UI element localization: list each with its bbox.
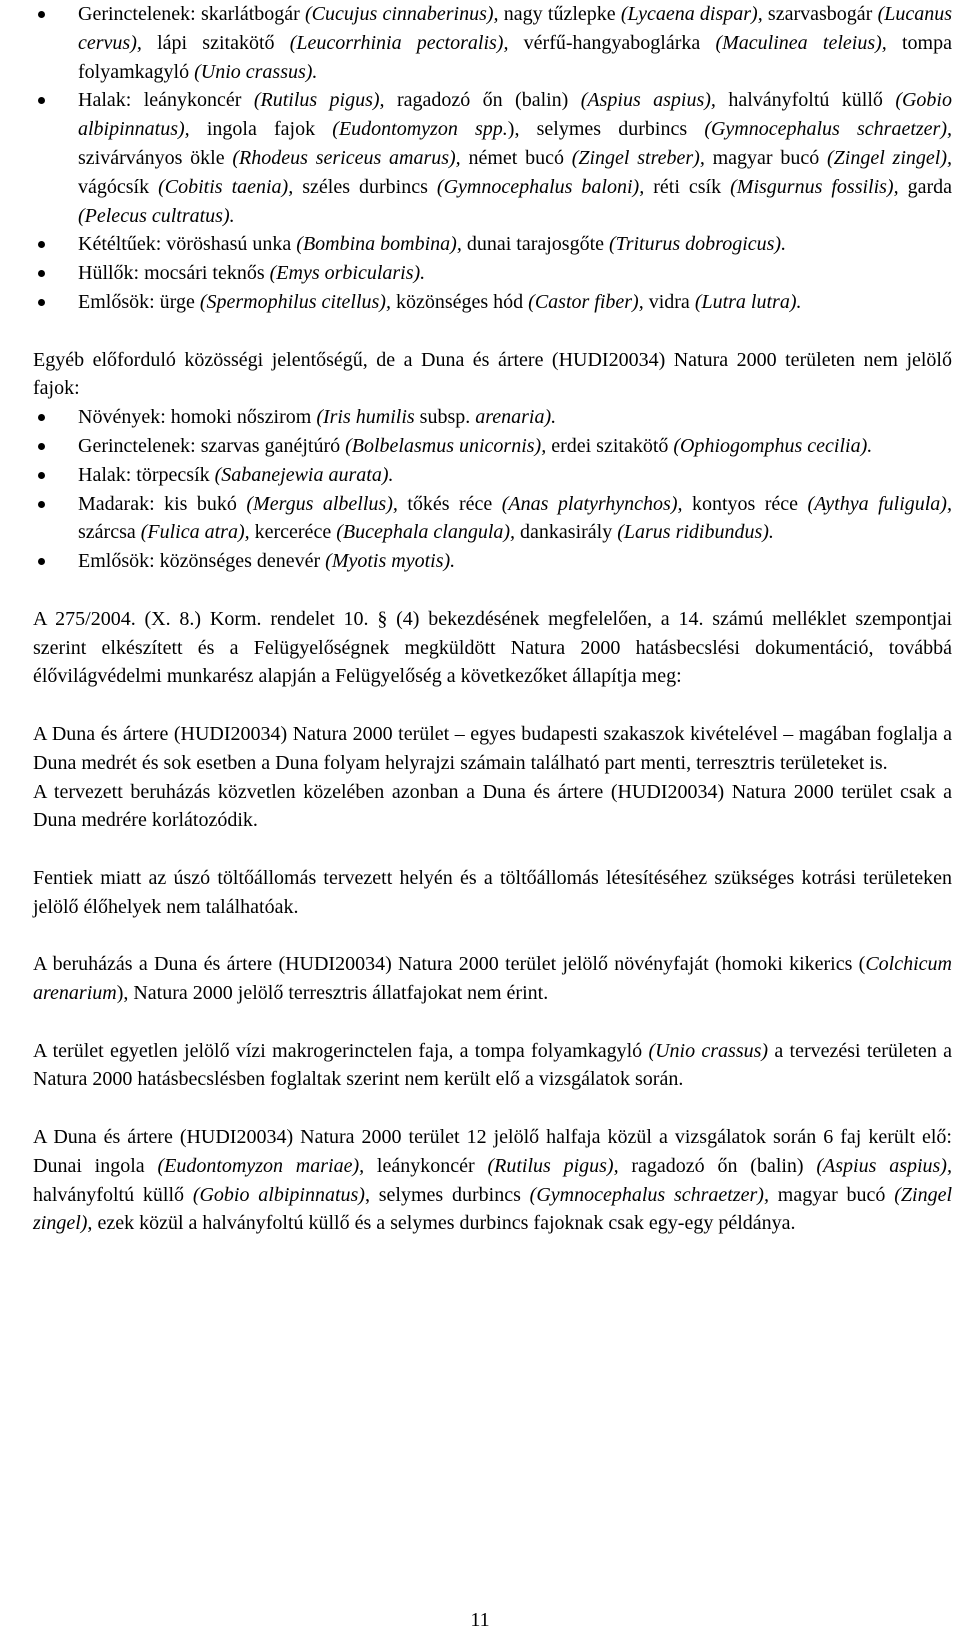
- list-item: [33, 461, 952, 490]
- species-name: (Unio crassus): [648, 1039, 769, 1062]
- text-run: A terület egyetlen jelölő vízi makrogerinctelen faja, a tompa folyamkagyló: [33, 1039, 649, 1062]
- species-name: (Gymnocephalus baloni),: [436, 175, 645, 198]
- text-run: erdei szitakötő: [546, 434, 674, 457]
- species-name: (Eudontomyzon mariae),: [157, 1154, 365, 1177]
- designated-species-list: [33, 0, 952, 317]
- text-run: szárcsa: [78, 521, 141, 544]
- spacer: [33, 1094, 952, 1123]
- list-item: [33, 288, 952, 317]
- text-run: Gerinctelenek: skarlátbogár: [78, 3, 306, 25]
- species-name: (Cucujus cinnaberinus),: [305, 3, 499, 25]
- paragraph-invertebrate: [33, 1037, 952, 1095]
- text-run: Növények: homoki nőszirom: [78, 406, 317, 429]
- species-name: (Anas platyrhynchos),: [501, 492, 683, 515]
- species-name: (Eudontomyzon spp.: [332, 118, 508, 141]
- species-name: (Pelecus cultratus).: [78, 204, 235, 227]
- spacer: [33, 317, 952, 346]
- list-item: [33, 490, 952, 548]
- paragraph-other-species-intro: Egyéb előforduló közösségi jelentőségű, de a Duna és ártere (HUDI20034) Natura 2000 területen nem jelölő fajok:: [33, 348, 952, 400]
- text-run: lápi szitakötő: [141, 31, 290, 54]
- paragraph-area-limit: A tervezett beruházás közvetlen közelében azonban a Duna és ártere (HUDI20034) Natura 2000 terület csak a Duna medrére korlátozódik.: [33, 780, 952, 832]
- species-name: (Emys orbicularis).: [269, 262, 426, 285]
- text-run: Madarak: kis bukó: [78, 492, 247, 515]
- text-run: ), Natura 2000 jelölő terresztris állatfajokat nem érint.: [116, 982, 549, 1005]
- species-name: (Zingel zingel),: [33, 1183, 953, 1235]
- other-species-list: [33, 403, 952, 576]
- text-run: Hüllők: mocsári teknős: [78, 262, 270, 285]
- text-run: A Duna és ártere (HUDI20034) Natura 2000 terület 12 jelölő halfaja közül a vizsgálatok során 6 faj került elő: Dunai ingola: [33, 1126, 952, 1177]
- species-name: (Gymnocephalus schraetzer),: [529, 1183, 769, 1206]
- paragraph-regulation: A 275/2004. (X. 8.) Korm. rendelet 10. § (4) bekezdésének megfelelően, a 14. számú melléklet szempontjai szerint elkészített és a Felügyelőségnek megküldött Natura 2000 hatásbecslési dokumentáció, továbbá élővilágvédelmi munkarész alapján a Felügyelőség a következőket állapítja meg:: [33, 607, 952, 688]
- species-name: (Lycaena dispar),: [620, 3, 763, 25]
- species-name: (Aspius aspius),: [580, 89, 716, 112]
- paragraph-fish-survey: [33, 1123, 952, 1238]
- species-name: (Iris humilis: [316, 406, 415, 429]
- spacer: [33, 576, 952, 605]
- text-run: szivárványos ökle: [78, 146, 233, 169]
- list-item: [33, 432, 952, 461]
- text-run: , selymes durbincs: [364, 1183, 530, 1206]
- list-item: [33, 230, 952, 259]
- text-run: Gerinctelenek: szarvas ganéjtúró: [78, 434, 346, 457]
- species-name: (Aspius aspius),: [816, 1154, 952, 1177]
- text-run: ragadozó őn (balin): [384, 89, 581, 112]
- species-name: (Gymnocephalus schraetzer),: [704, 118, 952, 141]
- text-run: vágócsík: [78, 175, 159, 198]
- species-name: (Lucanus cervus),: [78, 3, 953, 54]
- text-run: ), selymes durbincs: [507, 118, 705, 141]
- species-name: (Spermophilus citellus),: [199, 290, 391, 313]
- text-run: Halak: törpecsík: [78, 463, 215, 486]
- text-run: ingola fajok: [189, 118, 333, 141]
- text-run: magyar bucó: [768, 1183, 895, 1206]
- species-name: (Castor fiber),: [528, 290, 644, 313]
- species-name: (Triturus dobrogicus).: [609, 233, 787, 256]
- paragraph-plant-species: [33, 950, 952, 1008]
- list-item: [33, 403, 952, 432]
- paragraph-area-scope: A Duna és ártere (HUDI20034) Natura 2000 terület – egyes budapesti szakaszok kivételével – magában foglalja a Duna medrét és sok esetben a Duna folyam helyrajzi számain található part menti, terresztris területeket is.: [33, 722, 952, 774]
- text-run: réti csík: [644, 175, 731, 198]
- species-name: (Lutra lutra).: [694, 290, 802, 313]
- text-run: széles durbincs: [293, 175, 437, 198]
- species-name: (Bolbelasmus unicornis),: [345, 434, 547, 457]
- species-name: Colchicum arenarium: [33, 953, 952, 1005]
- spacer: [33, 922, 952, 951]
- text-run: Emlősök: közönséges denevér: [78, 550, 326, 573]
- species-name: (Gobio albipinnatus): [192, 1183, 365, 1206]
- paragraph-no-habitats: Fentiek miatt az úszó töltőállomás tervezett helyén és a töltőállomás létesítéséhez szükséges kotrási területeken jelölő élőhelyek nem találhatóak.: [33, 866, 952, 918]
- text-run: halványfoltú küllő: [33, 1183, 193, 1206]
- text-run: vidra: [643, 290, 695, 313]
- text-run: halványfoltú küllő: [715, 89, 896, 112]
- text-run: tompa folyamkagyló: [78, 31, 952, 83]
- text-run: subsp.: [414, 406, 476, 429]
- species-name: (Cobitis taenia),: [158, 175, 294, 198]
- species-name: (Fulica atra),: [140, 521, 250, 544]
- species-name: (Zingel zingel),: [827, 146, 952, 169]
- spacer: [33, 835, 952, 864]
- text-run: leánykoncér: [364, 1154, 488, 1177]
- text-run: német bucó: [460, 146, 572, 169]
- text-run: ezek közül a halványfoltú küllő és a selymes durbincs fajoknak csak egy-egy példánya.: [92, 1212, 796, 1235]
- page-content: [33, 0, 952, 1238]
- text-run: magyar bucó: [704, 146, 827, 169]
- species-name: (Maculinea teleius),: [715, 31, 887, 54]
- spacer: [33, 1008, 952, 1037]
- text-run: A beruházás a Duna és ártere (HUDI20034) Natura 2000 terület jelölő növényfaját (homoki kikerics (: [33, 953, 866, 976]
- species-name: (Rutilus pigus),: [253, 89, 385, 112]
- species-name: (Rutilus pigus),: [487, 1154, 619, 1177]
- text-run: tőkés réce: [397, 492, 502, 515]
- list-item: [33, 547, 952, 576]
- list-item: [33, 86, 952, 230]
- text-run: dankasirály: [515, 521, 618, 544]
- spacer: [33, 691, 952, 720]
- species-name: (Bucephala clangula),: [336, 521, 516, 544]
- list-item: [33, 259, 952, 288]
- text-run: kontyos réce: [682, 492, 808, 515]
- species-name: (Unio crassus).: [194, 60, 318, 83]
- species-name: (Sabanejewia aurata).: [214, 463, 394, 486]
- text-run: dunai tarajosgőte: [461, 233, 610, 256]
- text-run: közönséges hód: [390, 290, 529, 313]
- text-run: Kétéltűek: vöröshasú unka: [78, 233, 297, 256]
- text-run: ragadozó őn (balin): [618, 1154, 817, 1177]
- species-name: arenaria).: [475, 406, 557, 429]
- text-run: Emlősök: ürge: [78, 290, 200, 313]
- species-name: (Aythya fuligula),: [807, 492, 952, 515]
- species-name: (Bombina bombina),: [296, 233, 462, 256]
- species-name: (Mergus albellus),: [246, 492, 398, 515]
- text-run: Halak: leánykoncér: [78, 89, 254, 112]
- text-run: nagy tűzlepke: [498, 3, 621, 25]
- text-run: szarvasbogár: [762, 3, 878, 25]
- species-name: (Leucorrhinia pectoralis),: [289, 31, 509, 54]
- species-name: (Rhodeus sericeus amarus),: [232, 146, 461, 169]
- species-name: (Myotis myotis).: [325, 550, 456, 573]
- species-name: (Gobio albipinnatus),: [78, 89, 952, 141]
- text-run: vérfű-hangyaboglárka: [508, 31, 716, 54]
- species-name: (Larus ridibundus).: [617, 521, 774, 544]
- species-name: (Misgurnus fossilis),: [730, 175, 899, 198]
- page-number: 11: [470, 1609, 490, 1631]
- species-name: (Zingel streber),: [571, 146, 705, 169]
- text-run: a tervezési területen a Natura 2000 hatásbecslésben foglaltak szerint nem került elő a vizsgálatok során.: [33, 1039, 952, 1091]
- species-name: (Ophiogomphus cecilia).: [673, 434, 873, 457]
- text-run: garda: [898, 175, 953, 198]
- text-run: kerceréce: [249, 521, 337, 544]
- list-item: [33, 0, 952, 86]
